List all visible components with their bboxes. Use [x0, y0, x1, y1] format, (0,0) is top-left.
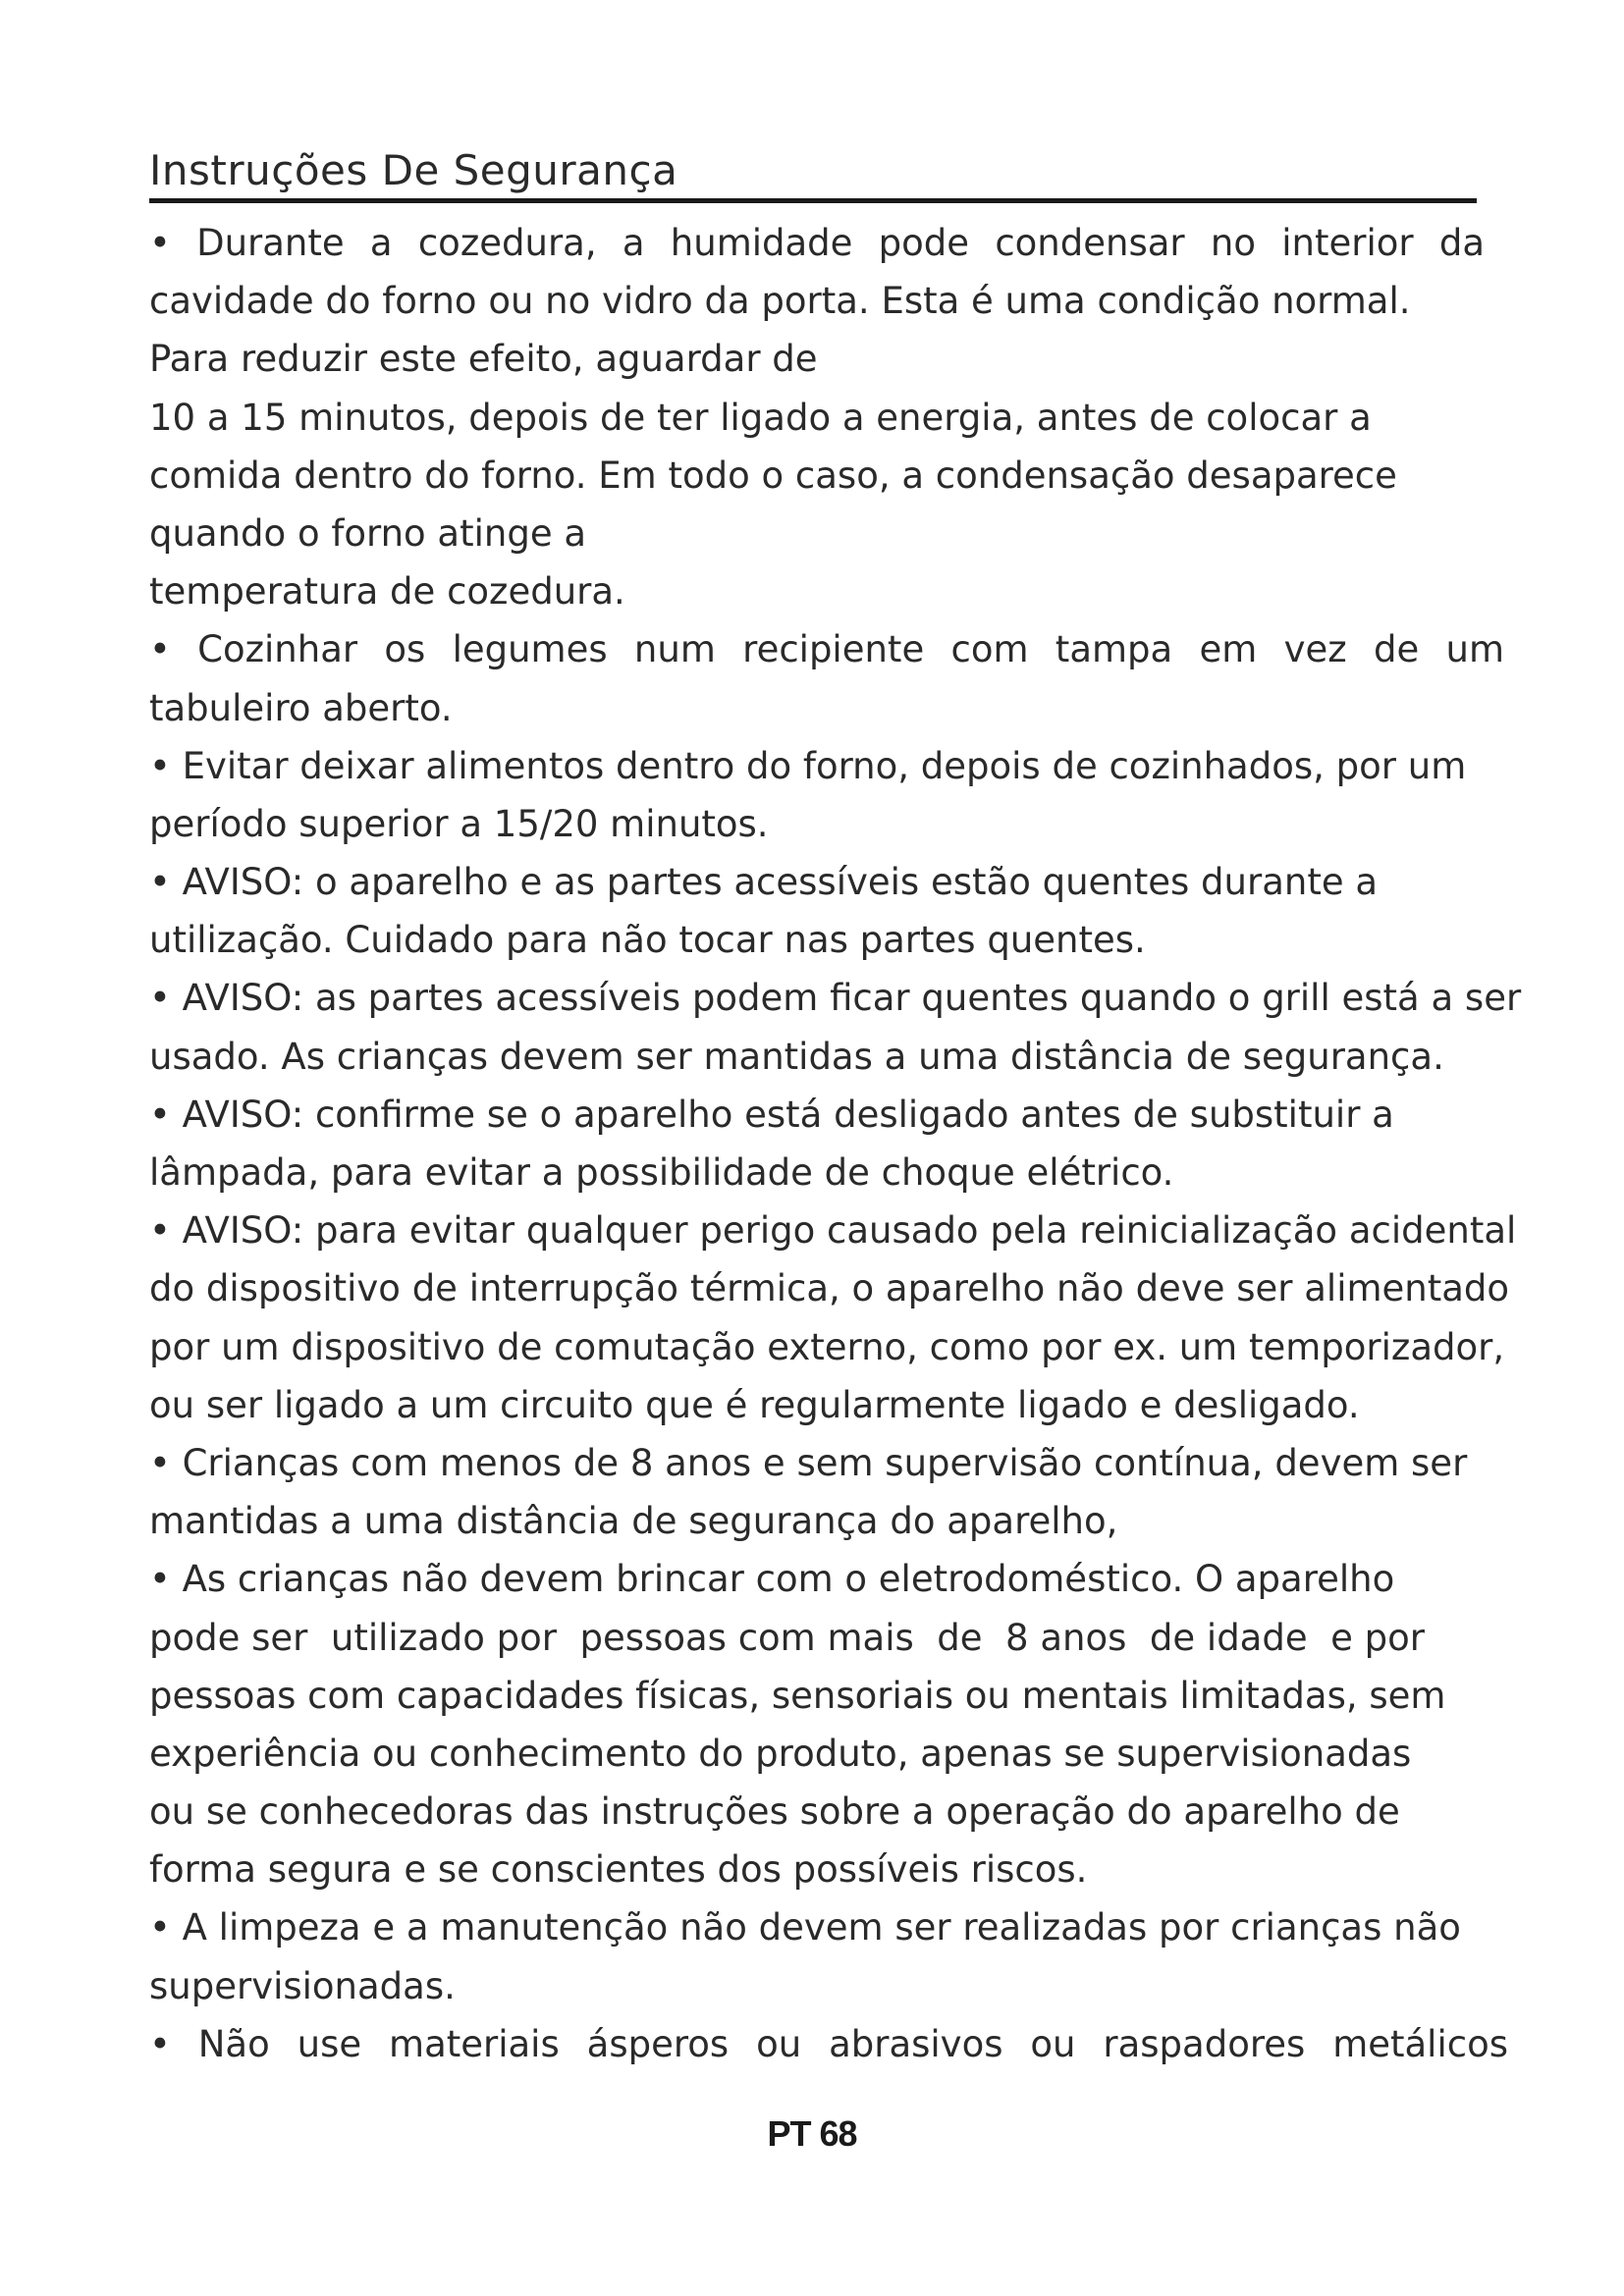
text-line: mantidas a uma distância de segurança do aparelho,: [149, 1500, 1118, 1543]
page-number: PT 68: [767, 2113, 857, 2154]
text-line: tabuleiro aberto.: [149, 686, 453, 729]
text-line: ou ser ligado a um circuito que é regularmente ligado e desligado.: [149, 1383, 1360, 1426]
text-line: • AVISO: as partes acessíveis podem ficar quentes quando o grill está a ser: [149, 977, 1522, 1020]
text-line: usado. As crianças devem ser mantidas a uma distância de segurança.: [149, 1035, 1444, 1078]
text-line: do dispositivo de interrupção térmica, o aparelho não deve ser alimentado: [149, 1267, 1510, 1310]
text-line: lâmpada, para evitar a possibilidade de choque elétrico.: [149, 1151, 1174, 1194]
text-line: • AVISO: para evitar qualquer perigo causado pela reinicialização acidental: [149, 1209, 1517, 1253]
text-line: • Evitar deixar alimentos dentro do forno, depois de cozinhados, por um: [149, 744, 1467, 787]
text-line: • Cozinhar os legumes num recipiente com tampa em vez de um: [149, 628, 1504, 671]
text-line: experiência ou conhecimento do produto, apenas se supervisionadas: [149, 1732, 1412, 1775]
text-line: cavidade do forno ou no vidro da porta. Esta é uma condição normal.: [149, 280, 1411, 323]
text-line: forma segura e se conscientes dos possíveis riscos.: [149, 1848, 1088, 1892]
text-line: por um dispositivo de comutação externo, como por ex. um temporizador,: [149, 1325, 1505, 1368]
body-text: [149, 214, 1583, 2073]
text-line: • Crianças com menos de 8 anos e sem supervisão contínua, devem ser: [149, 1441, 1468, 1484]
text-line: utilização. Cuidado para não tocar nas partes quentes.: [149, 919, 1146, 962]
text-line: • AVISO: confirme se o aparelho está desligado antes de substituir a: [149, 1093, 1394, 1136]
text-line: • As crianças não devem brincar com o eletrodoméstico. O aparelho: [149, 1558, 1395, 1601]
text-line: ou se conhecedoras das instruções sobre a operação do aparelho de: [149, 1790, 1400, 1834]
text-line: 10 a 15 minutos, depois de ter ligado a energia, antes de colocar a: [149, 396, 1372, 439]
text-line: • AVISO: o aparelho e as partes acessíveis estão quentes durante a: [149, 861, 1379, 904]
text-line: comida dentro do forno. Em todo o caso, a condensação desaparece: [149, 454, 1397, 497]
text-line: quando o forno atinge a: [149, 511, 587, 555]
text-line: pode ser utilizado por pessoas com mais de 8 anos de idade e por: [149, 1616, 1425, 1659]
text-line: temperatura de cozedura.: [149, 570, 625, 614]
text-line: • Durante a cozedura, a humidade pode condensar no interior da: [149, 222, 1485, 264]
text-line: pessoas com capacidades físicas, sensoriais ou mentais limitadas, sem: [149, 1674, 1446, 1717]
text-line: • Não use materiais ásperos ou abrasivos ou raspadores metálicos: [149, 2022, 1508, 2065]
text-line: período superior a 15/20 minutos.: [149, 802, 769, 845]
text-line: • A limpeza e a manutenção não devem ser realizadas por crianças não: [149, 1906, 1461, 1949]
page-title: Instruções De Segurança: [149, 143, 1477, 203]
text-line: Para reduzir este efeito, aguardar de: [149, 338, 818, 381]
text-line: supervisionadas.: [149, 1964, 456, 2007]
